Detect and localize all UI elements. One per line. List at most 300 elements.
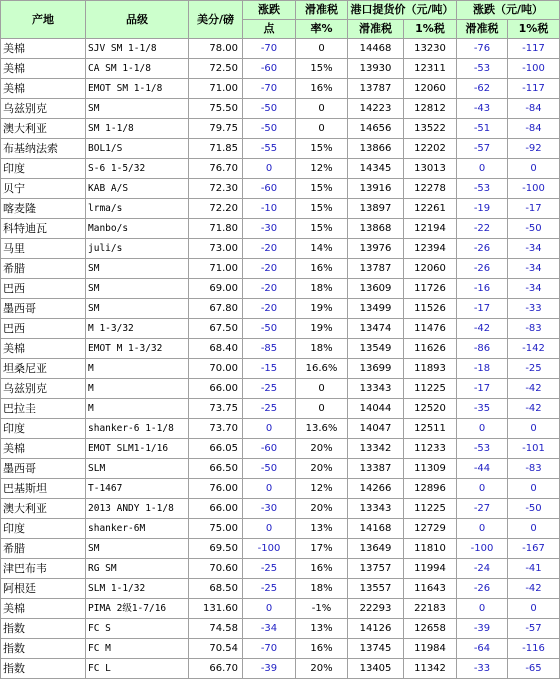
table-row <box>1 319 560 339</box>
slide-tax-price-cell: 14223 <box>348 99 404 119</box>
grade-cell: SM <box>86 279 189 299</box>
one-pct-tax-price-cell: 13522 <box>404 119 457 139</box>
tax-rate-cell: 17% <box>296 539 348 559</box>
header-change-top: 涨跌 <box>243 1 296 20</box>
tax-rate-cell: 16.6% <box>296 359 348 379</box>
one-pct-tax-price-cell: 11476 <box>404 319 457 339</box>
table-row <box>1 579 560 599</box>
grade-cell: PIMA 2级1-7/16 <box>86 599 189 619</box>
change-slide-cell: -53 <box>457 439 508 459</box>
one-pct-tax-price-cell: 11526 <box>404 299 457 319</box>
change-slide-cell: -26 <box>457 239 508 259</box>
change-one-pct-cell: -57 <box>508 619 560 639</box>
tax-rate-cell: 13% <box>296 619 348 639</box>
one-pct-tax-price-cell: 12729 <box>404 519 457 539</box>
table-row <box>1 159 560 179</box>
one-pct-tax-price-cell: 13013 <box>404 159 457 179</box>
slide-tax-price-cell: 13699 <box>348 359 404 379</box>
change-slide-cell: -62 <box>457 79 508 99</box>
slide-tax-price-cell: 13649 <box>348 539 404 559</box>
price-cell: 73.70 <box>189 419 243 439</box>
change-points-cell: 0 <box>243 519 296 539</box>
change-one-pct-cell: -65 <box>508 659 560 679</box>
grade-cell: S-6 1-5/32 <box>86 159 189 179</box>
grade-cell: M <box>86 379 189 399</box>
slide-tax-price-cell: 13499 <box>348 299 404 319</box>
grade-cell: lrma/s <box>86 199 189 219</box>
slide-tax-price-cell: 13549 <box>348 339 404 359</box>
change-one-pct-cell: -84 <box>508 99 560 119</box>
change-one-pct-cell: 0 <box>508 479 560 499</box>
one-pct-tax-price-cell: 11309 <box>404 459 457 479</box>
slide-tax-price-cell: 14656 <box>348 119 404 139</box>
slide-tax-price-cell: 13342 <box>348 439 404 459</box>
grade-cell: CA SM 1-1/8 <box>86 59 189 79</box>
change-points-cell: -50 <box>243 119 296 139</box>
price-cell: 71.80 <box>189 219 243 239</box>
change-slide-cell: -86 <box>457 339 508 359</box>
change-points-cell: -30 <box>243 499 296 519</box>
change-one-pct-cell: -83 <box>508 459 560 479</box>
one-pct-tax-price-cell: 12261 <box>404 199 457 219</box>
change-slide-cell: -53 <box>457 179 508 199</box>
slide-tax-price-cell: 13916 <box>348 179 404 199</box>
change-points-cell: 0 <box>243 159 296 179</box>
change-points-cell: -85 <box>243 339 296 359</box>
slide-tax-price-cell: 14044 <box>348 399 404 419</box>
change-points-cell: -70 <box>243 79 296 99</box>
one-pct-tax-price-cell: 22183 <box>404 599 457 619</box>
change-points-cell: -25 <box>243 579 296 599</box>
price-cell: 67.50 <box>189 319 243 339</box>
price-cell: 75.00 <box>189 519 243 539</box>
tax-rate-cell: 15% <box>296 139 348 159</box>
one-pct-tax-price-cell: 11225 <box>404 499 457 519</box>
price-cell: 66.00 <box>189 499 243 519</box>
table-row <box>1 559 560 579</box>
origin-cell: 乌兹别克 <box>1 99 86 119</box>
table-row <box>1 139 560 159</box>
table-row <box>1 659 560 679</box>
change-points-cell: -60 <box>243 179 296 199</box>
one-pct-tax-price-cell: 12511 <box>404 419 457 439</box>
price-cell: 69.50 <box>189 539 243 559</box>
slide-tax-price-cell: 13976 <box>348 239 404 259</box>
origin-cell: 阿根廷 <box>1 579 86 599</box>
header-port-price: 港口提货价（元/吨） <box>348 1 457 20</box>
change-points-cell: -60 <box>243 439 296 459</box>
tax-rate-cell: 14% <box>296 239 348 259</box>
one-pct-tax-price-cell: 11810 <box>404 539 457 559</box>
origin-cell: 美棉 <box>1 59 86 79</box>
change-slide-cell: -64 <box>457 639 508 659</box>
change-slide-cell: -26 <box>457 579 508 599</box>
change-slide-cell: -35 <box>457 399 508 419</box>
tax-rate-cell: 0 <box>296 99 348 119</box>
change-one-pct-cell: -42 <box>508 379 560 399</box>
grade-cell: FC S <box>86 619 189 639</box>
change-slide-cell: 0 <box>457 519 508 539</box>
grade-cell: shanker-6M <box>86 519 189 539</box>
grade-cell: SM <box>86 539 189 559</box>
change-slide-cell: -19 <box>457 199 508 219</box>
change-one-pct-cell: -83 <box>508 319 560 339</box>
header-tax-top: 滑准税 <box>296 1 348 20</box>
origin-cell: 贝宁 <box>1 179 86 199</box>
change-points-cell: -20 <box>243 279 296 299</box>
change-slide-cell: -17 <box>457 379 508 399</box>
one-pct-tax-price-cell: 12194 <box>404 219 457 239</box>
tax-rate-cell: 12% <box>296 479 348 499</box>
change-slide-cell: 0 <box>457 419 508 439</box>
grade-cell: FC M <box>86 639 189 659</box>
price-cell: 66.05 <box>189 439 243 459</box>
table-row <box>1 199 560 219</box>
origin-cell: 布基纳法索 <box>1 139 86 159</box>
change-one-pct-cell: -42 <box>508 399 560 419</box>
one-pct-tax-price-cell: 12812 <box>404 99 457 119</box>
tax-rate-cell: 16% <box>296 259 348 279</box>
one-pct-tax-price-cell: 12278 <box>404 179 457 199</box>
slide-tax-price-cell: 13787 <box>348 79 404 99</box>
slide-tax-price-cell: 13866 <box>348 139 404 159</box>
slide-tax-price-cell: 13745 <box>348 639 404 659</box>
one-pct-tax-price-cell: 12658 <box>404 619 457 639</box>
header-price: 美分/磅 <box>189 1 243 39</box>
table-row <box>1 519 560 539</box>
table-row <box>1 219 560 239</box>
slide-tax-price-cell: 13787 <box>348 259 404 279</box>
tax-rate-cell: 15% <box>296 179 348 199</box>
origin-cell: 马里 <box>1 239 86 259</box>
tax-rate-cell: 18% <box>296 279 348 299</box>
change-slide-cell: -22 <box>457 219 508 239</box>
change-slide-cell: 0 <box>457 599 508 619</box>
change-one-pct-cell: -116 <box>508 639 560 659</box>
price-cell: 71.85 <box>189 139 243 159</box>
header-change-yuan: 涨跌（元/吨） <box>457 1 560 20</box>
change-points-cell: -10 <box>243 199 296 219</box>
change-slide-cell: -24 <box>457 559 508 579</box>
tax-rate-cell: 18% <box>296 339 348 359</box>
grade-cell: KAB A/S <box>86 179 189 199</box>
slide-tax-price-cell: 14266 <box>348 479 404 499</box>
change-slide-cell: -18 <box>457 359 508 379</box>
table-row <box>1 619 560 639</box>
change-slide-cell: -16 <box>457 279 508 299</box>
change-slide-cell: -17 <box>457 299 508 319</box>
slide-tax-price-cell: 13757 <box>348 559 404 579</box>
tax-rate-cell: 16% <box>296 559 348 579</box>
slide-tax-price-cell: 13343 <box>348 379 404 399</box>
grade-cell: FC L <box>86 659 189 679</box>
change-one-pct-cell: -92 <box>508 139 560 159</box>
change-points-cell: -25 <box>243 559 296 579</box>
table-body <box>1 39 560 679</box>
change-one-pct-cell: -101 <box>508 439 560 459</box>
slide-tax-price-cell: 14345 <box>348 159 404 179</box>
grade-cell: SM <box>86 299 189 319</box>
tax-rate-cell: 20% <box>296 459 348 479</box>
one-pct-tax-price-cell: 11726 <box>404 279 457 299</box>
grade-cell: RG SM <box>86 559 189 579</box>
header-change-one-pct: 1%税 <box>508 20 560 39</box>
change-one-pct-cell: -42 <box>508 579 560 599</box>
slide-tax-price-cell: 13405 <box>348 659 404 679</box>
change-one-pct-cell: -50 <box>508 219 560 239</box>
grade-cell: T-1467 <box>86 479 189 499</box>
table-row <box>1 419 560 439</box>
slide-tax-price-cell: 13868 <box>348 219 404 239</box>
price-cell: 71.00 <box>189 79 243 99</box>
header-grade: 品级 <box>86 1 189 39</box>
one-pct-tax-price-cell: 11643 <box>404 579 457 599</box>
one-pct-tax-price-cell: 11342 <box>404 659 457 679</box>
grade-cell: EMOT SM 1-1/8 <box>86 79 189 99</box>
grade-cell: juli/s <box>86 239 189 259</box>
price-cell: 66.70 <box>189 659 243 679</box>
price-cell: 70.54 <box>189 639 243 659</box>
tax-rate-cell: 15% <box>296 199 348 219</box>
change-slide-cell: -53 <box>457 59 508 79</box>
change-one-pct-cell: -34 <box>508 279 560 299</box>
table-row <box>1 39 560 59</box>
change-points-cell: -50 <box>243 459 296 479</box>
origin-cell: 美棉 <box>1 599 86 619</box>
table-row <box>1 119 560 139</box>
price-cell: 75.50 <box>189 99 243 119</box>
table-row <box>1 99 560 119</box>
change-points-cell: -34 <box>243 619 296 639</box>
change-slide-cell: -42 <box>457 319 508 339</box>
tax-rate-cell: 12% <box>296 159 348 179</box>
change-points-cell: -20 <box>243 239 296 259</box>
slide-tax-price-cell: 13387 <box>348 459 404 479</box>
grade-cell: EMOT SLM1-1/16 <box>86 439 189 459</box>
table-row <box>1 339 560 359</box>
grade-cell: BOL1/S <box>86 139 189 159</box>
change-one-pct-cell: -25 <box>508 359 560 379</box>
header-tax-bottom: 率% <box>296 20 348 39</box>
table-row <box>1 259 560 279</box>
origin-cell: 希腊 <box>1 539 86 559</box>
change-one-pct-cell: -84 <box>508 119 560 139</box>
grade-cell: M <box>86 399 189 419</box>
tax-rate-cell: 20% <box>296 659 348 679</box>
header-change-bottom: 点 <box>243 20 296 39</box>
change-one-pct-cell: -167 <box>508 539 560 559</box>
header-one-pct-tax: 1%税 <box>404 20 457 39</box>
header-slide-tax: 滑准税 <box>348 20 404 39</box>
change-points-cell: -70 <box>243 639 296 659</box>
grade-cell: 2013 ANDY 1-1/8 <box>86 499 189 519</box>
one-pct-tax-price-cell: 11233 <box>404 439 457 459</box>
change-points-cell: -25 <box>243 399 296 419</box>
header-row-top <box>1 1 560 20</box>
change-slide-cell: 0 <box>457 159 508 179</box>
slide-tax-price-cell: 14047 <box>348 419 404 439</box>
slide-tax-price-cell: 13897 <box>348 199 404 219</box>
origin-cell: 津巴布韦 <box>1 559 86 579</box>
change-slide-cell: -27 <box>457 499 508 519</box>
one-pct-tax-price-cell: 12394 <box>404 239 457 259</box>
grade-cell: SLM 1-1/32 <box>86 579 189 599</box>
price-cell: 76.00 <box>189 479 243 499</box>
one-pct-tax-price-cell: 11984 <box>404 639 457 659</box>
change-points-cell: -20 <box>243 299 296 319</box>
slide-tax-price-cell: 14126 <box>348 619 404 639</box>
tax-rate-cell: 0 <box>296 379 348 399</box>
header-origin: 产地 <box>1 1 86 39</box>
price-cell: 79.75 <box>189 119 243 139</box>
tax-rate-cell: 16% <box>296 639 348 659</box>
one-pct-tax-price-cell: 12060 <box>404 79 457 99</box>
table-row <box>1 299 560 319</box>
change-one-pct-cell: -117 <box>508 39 560 59</box>
change-one-pct-cell: 0 <box>508 159 560 179</box>
origin-cell: 希腊 <box>1 259 86 279</box>
price-cell: 66.50 <box>189 459 243 479</box>
change-points-cell: 0 <box>243 599 296 619</box>
tax-rate-cell: 0 <box>296 399 348 419</box>
table-row <box>1 179 560 199</box>
price-cell: 69.00 <box>189 279 243 299</box>
origin-cell: 巴西 <box>1 319 86 339</box>
change-one-pct-cell: 0 <box>508 519 560 539</box>
change-one-pct-cell: -117 <box>508 79 560 99</box>
tax-rate-cell: 19% <box>296 299 348 319</box>
one-pct-tax-price-cell: 11626 <box>404 339 457 359</box>
table-row <box>1 79 560 99</box>
slide-tax-price-cell: 13474 <box>348 319 404 339</box>
table-row <box>1 239 560 259</box>
table-row <box>1 279 560 299</box>
grade-cell: M 1-3/32 <box>86 319 189 339</box>
change-one-pct-cell: -100 <box>508 179 560 199</box>
origin-cell: 指数 <box>1 619 86 639</box>
table-row <box>1 479 560 499</box>
tax-rate-cell: 0 <box>296 39 348 59</box>
change-points-cell: -100 <box>243 539 296 559</box>
change-slide-cell: 0 <box>457 479 508 499</box>
change-one-pct-cell: -17 <box>508 199 560 219</box>
slide-tax-price-cell: 13609 <box>348 279 404 299</box>
origin-cell: 指数 <box>1 659 86 679</box>
origin-cell: 巴西 <box>1 279 86 299</box>
price-cell: 76.70 <box>189 159 243 179</box>
grade-cell: SJV SM 1-1/8 <box>86 39 189 59</box>
change-one-pct-cell: 0 <box>508 599 560 619</box>
change-points-cell: -50 <box>243 319 296 339</box>
table-row <box>1 499 560 519</box>
grade-cell: Manbo/s <box>86 219 189 239</box>
change-slide-cell: -43 <box>457 99 508 119</box>
origin-cell: 澳大利亚 <box>1 119 86 139</box>
price-cell: 72.30 <box>189 179 243 199</box>
change-points-cell: 0 <box>243 419 296 439</box>
one-pct-tax-price-cell: 12896 <box>404 479 457 499</box>
header-change-slide: 滑准税 <box>457 20 508 39</box>
price-cell: 73.00 <box>189 239 243 259</box>
origin-cell: 指数 <box>1 639 86 659</box>
grade-cell: shanker-6 1-1/8 <box>86 419 189 439</box>
change-slide-cell: -51 <box>457 119 508 139</box>
price-cell: 72.50 <box>189 59 243 79</box>
table-row <box>1 439 560 459</box>
price-cell: 68.50 <box>189 579 243 599</box>
tax-rate-cell: 13.6% <box>296 419 348 439</box>
origin-cell: 美棉 <box>1 339 86 359</box>
origin-cell: 墨西哥 <box>1 299 86 319</box>
change-points-cell: -50 <box>243 99 296 119</box>
price-cell: 70.60 <box>189 559 243 579</box>
grade-cell: M <box>86 359 189 379</box>
change-one-pct-cell: -33 <box>508 299 560 319</box>
price-cell: 71.00 <box>189 259 243 279</box>
table-row <box>1 359 560 379</box>
origin-cell: 喀麦隆 <box>1 199 86 219</box>
grade-cell: SM <box>86 259 189 279</box>
slide-tax-price-cell: 22293 <box>348 599 404 619</box>
tax-rate-cell: 19% <box>296 319 348 339</box>
origin-cell: 巴拉圭 <box>1 399 86 419</box>
one-pct-tax-price-cell: 12520 <box>404 399 457 419</box>
tax-rate-cell: 18% <box>296 579 348 599</box>
one-pct-tax-price-cell: 11225 <box>404 379 457 399</box>
change-slide-cell: -100 <box>457 539 508 559</box>
price-cell: 68.40 <box>189 339 243 359</box>
table-row <box>1 639 560 659</box>
table-row <box>1 399 560 419</box>
change-one-pct-cell: -142 <box>508 339 560 359</box>
slide-tax-price-cell: 14168 <box>348 519 404 539</box>
table-row <box>1 599 560 619</box>
one-pct-tax-price-cell: 12060 <box>404 259 457 279</box>
origin-cell: 乌兹别克 <box>1 379 86 399</box>
origin-cell: 印度 <box>1 519 86 539</box>
price-cell: 73.75 <box>189 399 243 419</box>
table-row <box>1 59 560 79</box>
origin-cell: 科特迪瓦 <box>1 219 86 239</box>
origin-cell: 印度 <box>1 159 86 179</box>
price-cell: 70.00 <box>189 359 243 379</box>
change-one-pct-cell: 0 <box>508 419 560 439</box>
origin-cell: 澳大利亚 <box>1 499 86 519</box>
one-pct-tax-price-cell: 12311 <box>404 59 457 79</box>
change-one-pct-cell: -41 <box>508 559 560 579</box>
change-slide-cell: -33 <box>457 659 508 679</box>
change-points-cell: -20 <box>243 259 296 279</box>
change-one-pct-cell: -100 <box>508 59 560 79</box>
origin-cell: 美棉 <box>1 79 86 99</box>
change-slide-cell: -76 <box>457 39 508 59</box>
tax-rate-cell: 15% <box>296 219 348 239</box>
change-points-cell: -15 <box>243 359 296 379</box>
origin-cell: 印度 <box>1 419 86 439</box>
slide-tax-price-cell: 13930 <box>348 59 404 79</box>
tax-rate-cell: 0 <box>296 119 348 139</box>
change-slide-cell: -57 <box>457 139 508 159</box>
change-one-pct-cell: -34 <box>508 239 560 259</box>
grade-cell: SLM <box>86 459 189 479</box>
grade-cell: SM <box>86 99 189 119</box>
grade-cell: SM 1-1/8 <box>86 119 189 139</box>
tax-rate-cell: -1% <box>296 599 348 619</box>
change-slide-cell: -39 <box>457 619 508 639</box>
one-pct-tax-price-cell: 11893 <box>404 359 457 379</box>
origin-cell: 坦桑尼亚 <box>1 359 86 379</box>
price-cell: 131.60 <box>189 599 243 619</box>
